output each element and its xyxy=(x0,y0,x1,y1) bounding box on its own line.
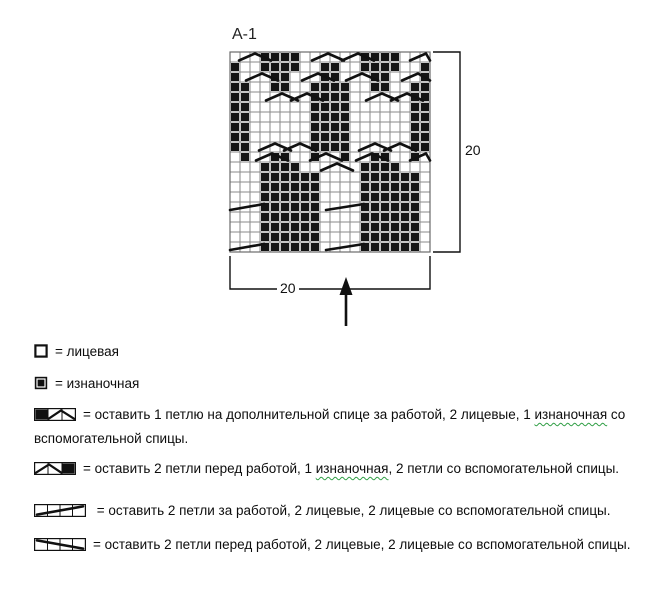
legend-item xyxy=(34,458,638,482)
legend-text: = оставить 1 петлю на дополнительной спице за работой, 2 лицевые, 1 xyxy=(83,407,535,422)
start-arrow-icon xyxy=(340,277,353,326)
cable-3-front-icon xyxy=(34,460,76,482)
legend-item xyxy=(34,373,638,397)
cable-3-back-icon xyxy=(34,406,76,428)
legend-text: = оставить 2 петли перед работой, 1 xyxy=(83,461,316,476)
legend-item xyxy=(34,341,638,365)
legend-item xyxy=(34,500,638,524)
legend-text: со вспомогательной спицы. xyxy=(34,407,626,446)
legend-text: = изнаночная xyxy=(55,376,140,391)
legend-text: = оставить 2 петли за работой, 2 лицевые, 2 лицевые со вспомогательной спицы. xyxy=(93,503,611,518)
knit-square-icon xyxy=(34,343,48,365)
legend-text: , 2 петли со вспомогательной спицы. xyxy=(388,461,620,476)
legend-text: = оставить 2 петли перед работой, 2 лицевые, 2 лицевые со вспомогательной спицы. xyxy=(93,537,631,552)
legend-item xyxy=(34,404,638,450)
grid-lines xyxy=(230,52,430,252)
width-dimension-label: 20 xyxy=(277,280,299,296)
chart-title: A-1 xyxy=(232,26,257,43)
legend-text: = лицевая xyxy=(55,344,119,359)
cable-4-front-icon xyxy=(34,536,86,558)
misspelled-word: изнаночная xyxy=(315,461,389,476)
cable-4-back-icon xyxy=(34,502,86,524)
purl-square-icon xyxy=(34,375,48,397)
legend-item xyxy=(34,534,638,558)
height-dimension-label: 20 xyxy=(462,142,484,158)
misspelled-word: изнаночная xyxy=(534,407,608,422)
